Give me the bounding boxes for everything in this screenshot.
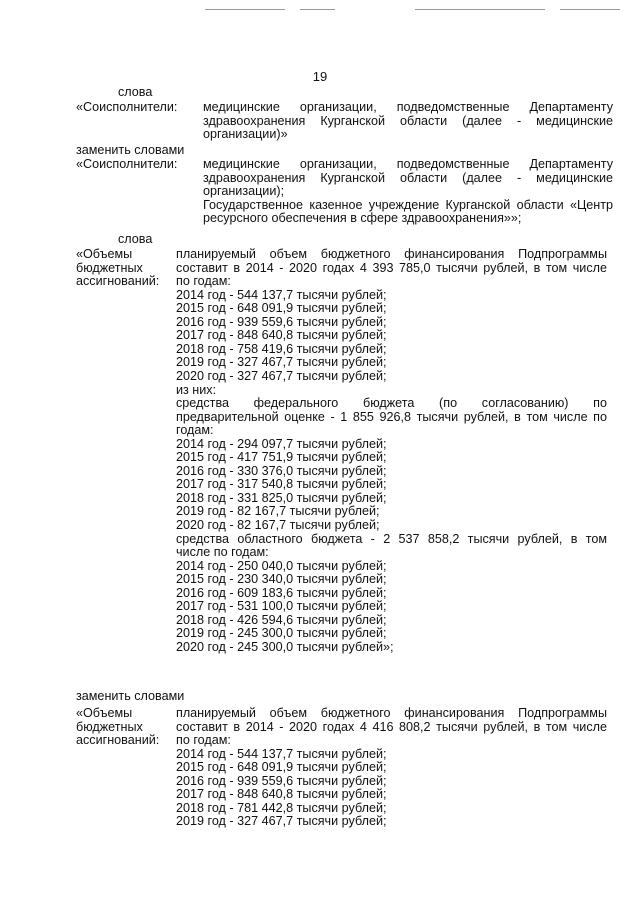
text-line: 2016 год - 330 376,0 тысячи рублей; (176, 463, 387, 478)
text-line: составит в 2014 - 2020 годах 4 416 808,2 тысячи рублей, в том числе (176, 719, 607, 734)
intro-word-slova: слова (118, 85, 153, 99)
text-line: 2015 год - 230 340,0 тысячи рублей; (176, 572, 387, 587)
text-line: 2018 год - 426 594,6 тысячи рублей; (176, 612, 387, 627)
text-line: планируемый объем бюджетного финансирования Подпрограммы (176, 706, 607, 720)
text-line: медицинские организации, подведомственные Департаменту (203, 157, 613, 171)
text-line: 2017 год - 531 100,0 тысячи рублей; (176, 599, 387, 614)
text-line: средства федерального бюджета (по согласованию) по (176, 396, 607, 411)
field-label-line: ассигнований: (76, 274, 160, 289)
field-label: «Соисполнители: (76, 157, 178, 171)
text-line: ресурсного обеспечения в сфере здравоохранения»»; (203, 211, 522, 226)
text-line: 2019 год - 245 300,0 тысячи рублей; (176, 626, 387, 641)
text-line: годам: (176, 423, 214, 438)
text-line: 2020 год - 82 167,7 тысячи рублей; (176, 518, 380, 532)
field-label-line: «Объемы (76, 706, 133, 720)
text-line: здравоохранения Курганской области (далее - медицинские (203, 113, 613, 128)
text-line: 2018 год - 758 419,6 тысячи рублей; (176, 341, 387, 356)
text-line: 2017 год - 848 640,8 тысячи рублей; (176, 328, 387, 343)
field-label-line: «Объемы (76, 247, 133, 261)
text-line: по годам: (176, 274, 231, 289)
text-line: 2018 год - 331 825,0 тысячи рублей; (176, 490, 387, 505)
text-line: 2014 год - 250 040,0 тысячи рублей; (176, 558, 387, 573)
text-line: Государственное казенное учреждение Курганской области «Центр (203, 197, 613, 212)
text-line: 2015 год - 648 091,9 тысячи рублей; (176, 301, 387, 316)
intro-word-zamenit: заменить словами (76, 689, 185, 703)
text-line: планируемый объем бюджетного финансирования Подпрограммы (176, 247, 607, 261)
text-line: 2019 год - 327 467,7 тысячи рублей; (176, 355, 387, 370)
intro-word-slova: слова (118, 232, 153, 246)
text-line: 2016 год - 939 559,6 тысячи рублей; (176, 773, 387, 788)
field-label-line: бюджетных (76, 260, 143, 275)
text-line: 2014 год - 294 097,7 тысячи рублей; (176, 436, 387, 451)
text-line: предварительной оценке - 1 855 926,8 тысячи рублей, в том числе по (176, 409, 607, 424)
text-line: 2015 год - 648 091,9 тысячи рублей; (176, 760, 387, 775)
text-line: 2018 год - 781 442,8 тысячи рублей; (176, 800, 387, 815)
text-line: 2020 год - 245 300,0 тысячи рублей»; (176, 639, 394, 654)
text-line: 2017 год - 848 640,8 тысячи рублей; (176, 787, 387, 802)
text-line: 2016 год - 939 559,6 тысячи рублей; (176, 314, 387, 329)
text-line: организации); (203, 184, 285, 199)
text-line: медицинские организации, подведомственные Департаменту (203, 100, 613, 114)
text-line: 2019 год - 82 167,7 тысячи рублей; (176, 504, 380, 519)
text-line: составит в 2014 - 2020 годах 4 393 785,0 тысячи рублей, в том числе (176, 260, 607, 275)
text-line: по годам: (176, 733, 231, 748)
text-line: 2017 год - 317 540,8 тысячи рублей; (176, 477, 387, 492)
text-line: 2016 год - 609 183,6 тысячи рублей; (176, 585, 387, 600)
scan-header-marks (0, 4, 640, 14)
text-line: организации)» (203, 127, 288, 142)
text-line: здравоохранения Курганской области (далее - медицинские (203, 170, 613, 185)
text-line: числе по годам: (176, 545, 269, 560)
page-number: 19 (312, 69, 328, 84)
intro-word-zamenit: заменить словами (76, 143, 185, 157)
text-line: 2020 год - 327 467,7 тысячи рублей; (176, 368, 387, 383)
text-line: из них: (176, 382, 217, 397)
field-label-line: бюджетных (76, 719, 143, 734)
field-label-line: ассигнований: (76, 733, 160, 748)
text-line: 2014 год - 544 137,7 тысячи рублей; (176, 746, 387, 761)
text-line: 2015 год - 417 751,9 тысячи рублей; (176, 450, 387, 465)
text-line: средства областного бюджета - 2 537 858,2 тысячи рублей, в том (176, 531, 607, 546)
text-line: 2019 год - 327 467,7 тысячи рублей; (176, 814, 387, 829)
text-line: 2014 год - 544 137,7 тысячи рублей; (176, 287, 387, 302)
field-label: «Соисполнители: (76, 100, 178, 114)
